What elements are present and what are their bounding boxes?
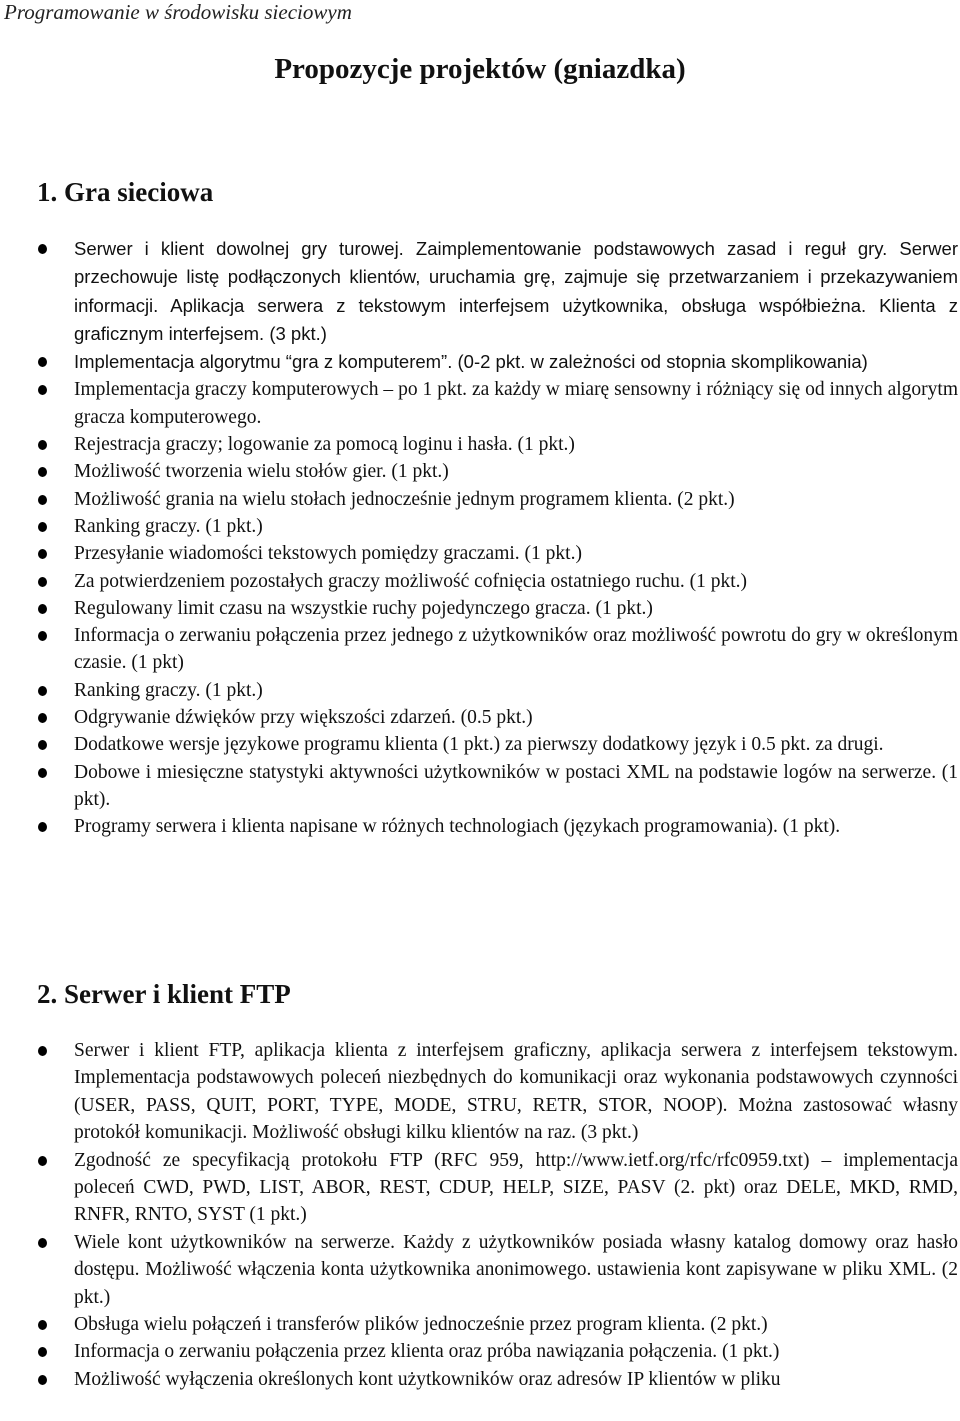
list-item-text: Implementacja algorytmu “gra z komputerem”. (0-2 pkt. w zależności od stopnia skomplikowania) xyxy=(74,351,868,373)
list-item-text: Wiele kont użytkowników na serwerze. Każdy z użytkowników posiada własny katalog domowy oraz hasło dostępu. Możliwość włączenia konta użytkownika anonimowego. ustawienia kont zapisywane w pliku XML. (2 pkt.) xyxy=(74,1231,958,1308)
bullet-icon xyxy=(38,522,47,532)
list-item xyxy=(74,1338,958,1365)
bullet-icon xyxy=(38,495,47,505)
list-item xyxy=(74,376,958,431)
list-item-text: Informacja o zerwaniu połączenia przez jednego z użytkowników oraz możliwość powrotu do gry w określonym czasie. (1 pkt) xyxy=(74,625,958,674)
list-item-text: Możliwość grania na wielu stołach jednocześnie jednym programem klienta. (2 pkt.) xyxy=(74,488,735,510)
bullet-icon xyxy=(38,440,47,450)
list-item-text: Regulowany limit czasu na wszystkie ruchy pojedynczego gracza. (1 pkt.) xyxy=(74,597,653,619)
bullet-icon xyxy=(38,740,47,750)
list-item-text: Przesyłanie wiadomości tekstowych pomiędzy graczami. (1 pkt.) xyxy=(74,543,582,565)
list-item xyxy=(74,677,958,704)
section-heading-ftp: 2. Serwer i klient FTP xyxy=(37,979,291,1009)
list-item-text: Za potwierdzeniem pozostałych graczy możliwość cofnięcia ostatniego ruchu. (1 pkt.) xyxy=(74,570,748,592)
list-item xyxy=(74,704,958,731)
list-item xyxy=(74,1366,958,1393)
bullet-icon xyxy=(38,1046,47,1056)
bullet-icon xyxy=(38,713,47,723)
bullet-icon xyxy=(38,467,47,477)
list-item-text: Możliwość tworzenia wielu stołów gier. (1 pkt.) xyxy=(74,461,449,483)
list-item xyxy=(74,759,958,814)
list-item xyxy=(74,235,958,348)
list-item-text: Możliwość wyłączenia określonych kont użytkowników oraz adresów IP klientów w pliku xyxy=(74,1368,781,1390)
list-item xyxy=(74,1311,958,1338)
bullet-icon xyxy=(38,822,47,832)
list-item xyxy=(74,348,958,376)
bullet-icon xyxy=(38,549,47,559)
bullet-icon xyxy=(38,604,47,614)
list-item xyxy=(74,813,958,840)
document-title: Propozycje projektów (gniazdka) xyxy=(274,53,686,85)
list-item-text: Dobowe i miesięczne statystyki aktywności użytkowników w postaci XML na podstawie logów na serwerze. (1 pkt). xyxy=(74,761,958,810)
bullet-icon xyxy=(38,385,47,395)
list-item xyxy=(74,540,958,567)
bullet-icon xyxy=(38,768,47,778)
section-list-ftp xyxy=(0,1037,960,1393)
bullet-icon xyxy=(38,1238,47,1248)
bullet-icon xyxy=(38,357,47,367)
list-item-text: Serwer i klient dowolnej gry turowej. Zaimplementowanie podstawowych zasad i reguł gry. Serwer przechowuje listę podłączonych klientów, uruchamia grę, zajmuje się przetwarzaniem i przekazywaniem informacji. Aplikacja serwera z tekstowym interfejsem użytkownika, obsługa współbieżna. Klienta z graficznym interfejsem. (3 pkt.) xyxy=(74,238,958,344)
bullet-icon xyxy=(38,1375,47,1385)
list-item-text: Zgodność ze specyfikacją protokołu FTP (RFC 959, http://www.ietf.org/rfc/rfc0959.txt) – implementacja poleceń CWD, PWD, LIST, ABOR, REST, CDUP, HELP, SIZE, PASV (2. pkt) oraz DELE, MKD, RMD, RNFR, RNTO, SYST (1 pkt.) xyxy=(74,1149,958,1226)
section-heading-game: 1. Gra sieciowa xyxy=(37,177,214,207)
list-item xyxy=(74,431,958,458)
section-list-game xyxy=(0,235,960,841)
list-item xyxy=(74,1147,958,1229)
bullet-icon xyxy=(38,577,47,587)
list-item xyxy=(74,486,958,513)
list-item xyxy=(74,513,958,540)
list-item-text: Programy serwera i klienta napisane w różnych technologiach (językach programowania). (1 pkt). xyxy=(74,816,841,838)
list-item-text: Informacja o zerwaniu połączenia przez klienta oraz próba nawiązania połączenia. (1 pkt.) xyxy=(74,1341,780,1363)
list-item-text: Implementacja graczy komputerowych – po 1 pkt. za każdy w miarę sensowny i różniący się od innych algorytm gracza komputerowego. xyxy=(74,379,958,428)
list-item-text: Ranking graczy. (1 pkt.) xyxy=(74,679,263,701)
list-item-text: Ranking graczy. (1 pkt.) xyxy=(74,515,263,537)
list-item xyxy=(74,622,958,677)
bullet-icon xyxy=(38,631,47,641)
bullet-icon xyxy=(38,1156,47,1166)
list-item-text: Obsługa wielu połączeń i transferów plików jednocześnie przez program klienta. (2 pkt.) xyxy=(74,1314,768,1336)
list-item-text: Dodatkowe wersje językowe programu klienta (1 pkt.) za pierwszy dodatkowy język i 0.5 pkt. za drugi. xyxy=(74,734,884,756)
list-item xyxy=(74,731,958,758)
list-item-text: Serwer i klient FTP, aplikacja klienta z interfejsem graficzny, aplikacja serwera z interfejsem tekstowym. Implementacja podstawowych poleceń niezbędnych do komunikacji oraz wykonania podstawowych czynności (USER, PASS, QUIT, PORT, TYPE, MODE, STRU, RETR, STOR, NOOP). Można zastosować własny protokół komunikacji. Możliwość obsługi kilku klientów na raz. (3 pkt.) xyxy=(74,1040,958,1144)
list-item xyxy=(74,568,958,595)
bullet-icon xyxy=(38,1320,47,1330)
list-item xyxy=(74,1037,958,1147)
running-header: Programowanie w środowisku sieciowym xyxy=(4,0,352,24)
bullet-icon xyxy=(38,1347,47,1357)
list-item xyxy=(74,1229,958,1311)
list-item-text: Rejestracja graczy; logowanie za pomocą loginu i hasła. (1 pkt.) xyxy=(74,434,575,456)
list-item xyxy=(74,458,958,485)
bullet-icon xyxy=(38,244,47,254)
bullet-icon xyxy=(38,686,47,696)
list-item-text: Odgrywanie dźwięków przy większości zdarzeń. (0.5 pkt.) xyxy=(74,707,533,729)
list-item xyxy=(74,595,958,622)
